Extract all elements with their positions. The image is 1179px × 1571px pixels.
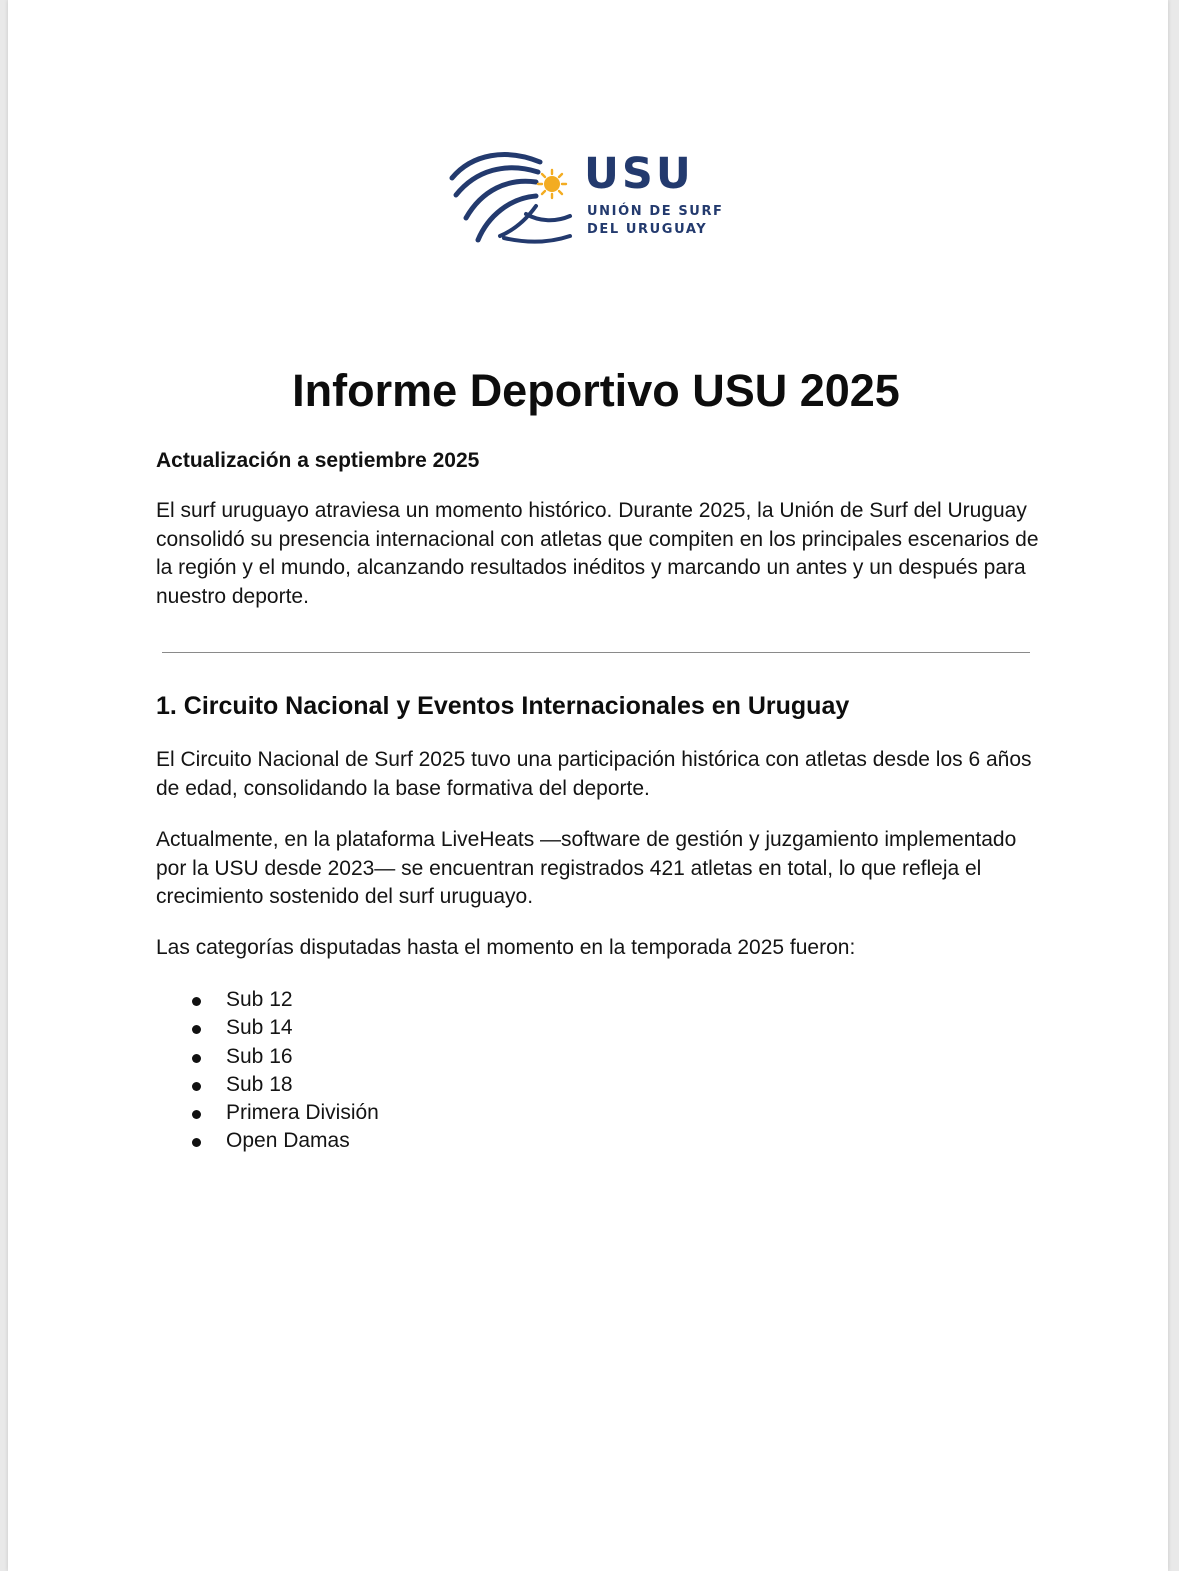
category-label: Sub 18	[226, 1072, 293, 1096]
bullet-icon	[192, 1138, 201, 1147]
list-item	[156, 1071, 379, 1099]
document-page	[8, 0, 1168, 1571]
logo-name-line1: UNIÓN DE SURF	[587, 204, 724, 219]
section-paragraph-2: Actualmente, en la plataforma LiveHeats —software de gestión y juzgamiento implementado por la USU desde 2023— se encuentran registrados 421 atletas en total, lo que refleja el crecimiento sostenido del surf uruguayo.	[156, 828, 1017, 909]
horizontal-divider	[162, 652, 1030, 653]
wave-sun-icon	[444, 140, 584, 250]
bullet-icon	[192, 1054, 201, 1063]
bullet-icon	[192, 1025, 201, 1034]
list-item	[156, 986, 379, 1014]
intro-paragraph: El surf uruguayo atraviesa un momento histórico. Durante 2025, la Unión de Surf del Uruguay consolidó su presencia internacional con atletas que compiten en los principales escenarios de la región y el mundo, alcanzando resultados inéditos y marcando un antes y un después para nuestro deporte.	[156, 499, 1039, 608]
category-label: Open Damas	[226, 1129, 350, 1153]
section-paragraph-1: El Circuito Nacional de Surf 2025 tuvo una participación histórica con atletas desde los 6 años de edad, consolidando la base formativa del deporte.	[156, 748, 1032, 800]
bullet-icon	[192, 1082, 201, 1091]
category-label: Sub 14	[226, 1016, 293, 1040]
category-label: Sub 16	[226, 1044, 293, 1068]
list-item	[156, 1043, 379, 1071]
category-label: Sub 12	[226, 988, 293, 1011]
section-heading: 1. Circuito Nacional y Eventos Internacionales en Uruguay	[156, 692, 850, 720]
bullet-icon	[192, 1110, 201, 1119]
logo-name	[587, 203, 724, 239]
bullet-icon	[192, 997, 201, 1006]
logo-acronym: USU	[584, 149, 694, 199]
usu-logo	[444, 140, 744, 250]
category-label: Primera División	[226, 1101, 379, 1125]
logo-name-line2: DEL URUGUAY	[587, 222, 708, 237]
categories-list	[156, 986, 379, 1156]
list-item	[156, 1127, 379, 1155]
list-item	[156, 1099, 379, 1127]
document-title: Informe Deportivo USU 2025	[292, 365, 900, 416]
section-paragraph-3: Las categorías disputadas hasta el momento en la temporada 2025 fueron:	[156, 936, 856, 959]
update-line: Actualización a septiembre 2025	[156, 449, 480, 472]
list-item	[156, 1014, 379, 1042]
